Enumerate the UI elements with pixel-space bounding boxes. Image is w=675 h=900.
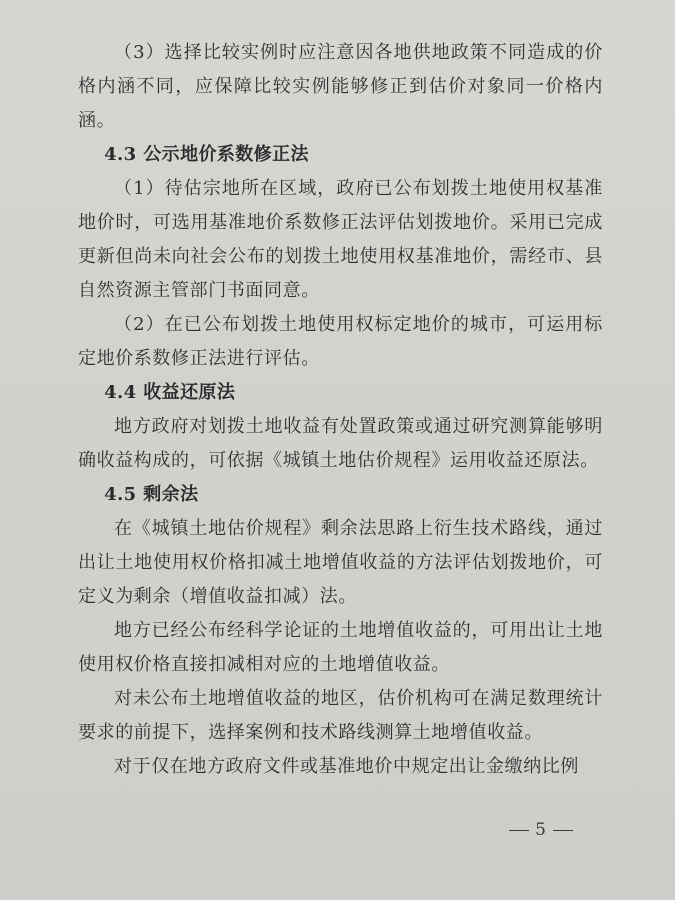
section-heading-4-3: 4.3 公示地价系数修正法 — [104, 144, 309, 165]
section-heading-4-5: 4.5 剩余法 — [104, 484, 199, 505]
document-body — [78, 36, 603, 784]
section-heading-4-4: 4.4 收益还原法 — [104, 382, 236, 403]
page-number — [503, 820, 579, 840]
paragraph-unpublished-increment: 对未公布土地增值收益的地区，估价机构可在满足数理统计要求的前提下，选择案例和技术路线测算土地增值收益。 — [78, 688, 603, 743]
paragraph-income-method: 地方政府对划拨土地收益有处置政策或通过研究测算能够明确收益构成的，可依据《城镇土地估价规程》运用收益还原法。 — [78, 416, 603, 471]
page-number-right-dash — [553, 830, 573, 831]
page-number-left-dash — [509, 830, 529, 831]
paragraph-published-increment: 地方已经公布经科学论证的土地增值收益的，可用出让土地使用权价格直接扣减相对应的土地增值收益。 — [78, 620, 603, 675]
paragraph-benchmark-price-1: （1）待估宗地所在区域，政府已公布划拨土地使用权基准地价时，可选用基准地价系数修正法评估划拨地价。采用已完成更新但尚未向社会公布的划拨土地使用权基准地价，需经市、县自然资源主管部门书面同意。 — [78, 178, 603, 301]
page-number-value: 5 — [535, 820, 547, 840]
paragraph-residual-definition: 在《城镇土地估价规程》剩余法思路上衍生技术路线，通过出让土地使用权价格扣减土地增值收益的方法评估划拨地价，可定义为剩余（增值收益扣减）法。 — [78, 518, 603, 607]
paragraph-final-line: 对于仅在地方政府文件或基准地价中规定出让金缴纳比例 — [114, 756, 579, 777]
paragraph-comparison-note-3: （3）选择比较实例时应注意因各地供地政策不同造成的价格内涵不同，应保障比较实例能够修正到估价对象同一价格内涵。 — [78, 42, 603, 131]
paragraph-standard-price-2: （2）在已公布划拨土地使用权标定地价的城市，可运用标定地价系数修正法进行评估。 — [78, 314, 603, 369]
